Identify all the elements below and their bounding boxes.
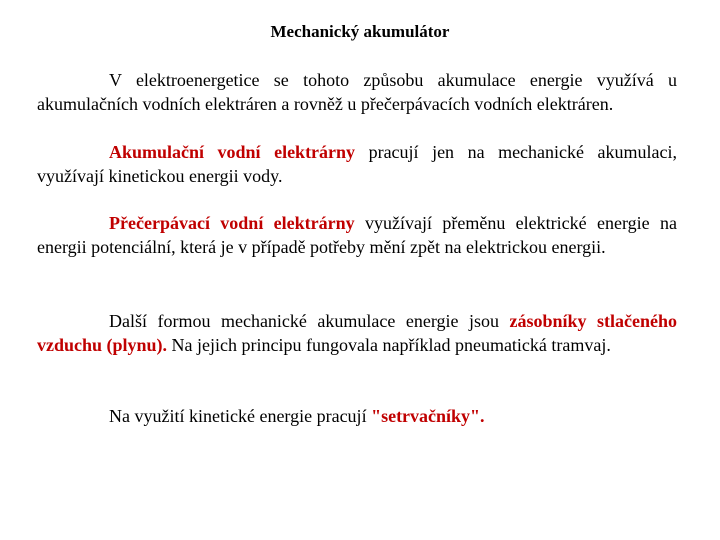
paragraph-compressed-air-text: Na jejich principu fungovala například pneumatická tramvaj. xyxy=(167,335,611,355)
paragraph-compressed-air xyxy=(37,309,677,357)
term-storage-hydro: Akumulační vodní elektrárny xyxy=(109,142,356,162)
paragraph-intro xyxy=(37,68,677,116)
paragraph-compressed-air-lead: Další formou mechanické akumulace energie jsou xyxy=(109,311,510,331)
paragraph-intro-text: V elektroenergetice se tohoto způsobu akumulace energie využívá u akumulačních vodních elektráren a rovněž u přečerpávacích vodních elektráren. xyxy=(37,70,677,114)
term-flywheels: "setrvačníky". xyxy=(371,406,485,426)
paragraph-flywheels xyxy=(37,404,677,428)
paragraph-pumped-hydro xyxy=(37,211,677,259)
term-pumped-hydro: Přečerpávací vodní elektrárny xyxy=(109,213,355,233)
paragraph-storage-hydro xyxy=(37,140,677,188)
paragraph-pumped-hydro-text: využívají přeměnu elektrické energie na energii potenciální, která je v případě potřeby mění zpět na elektrickou energii. xyxy=(37,213,677,257)
term-compressed-air: zásobníky stlačeného vzduchu (plynu). xyxy=(37,311,677,355)
paragraph-storage-hydro-text: pracují jen na mechanické akumulaci, využívají kinetickou energii vody. xyxy=(37,142,678,186)
page-title: Mechanický akumulátor xyxy=(270,22,450,41)
paragraph-flywheels-lead: Na využití kinetické energie pracují xyxy=(109,406,372,426)
